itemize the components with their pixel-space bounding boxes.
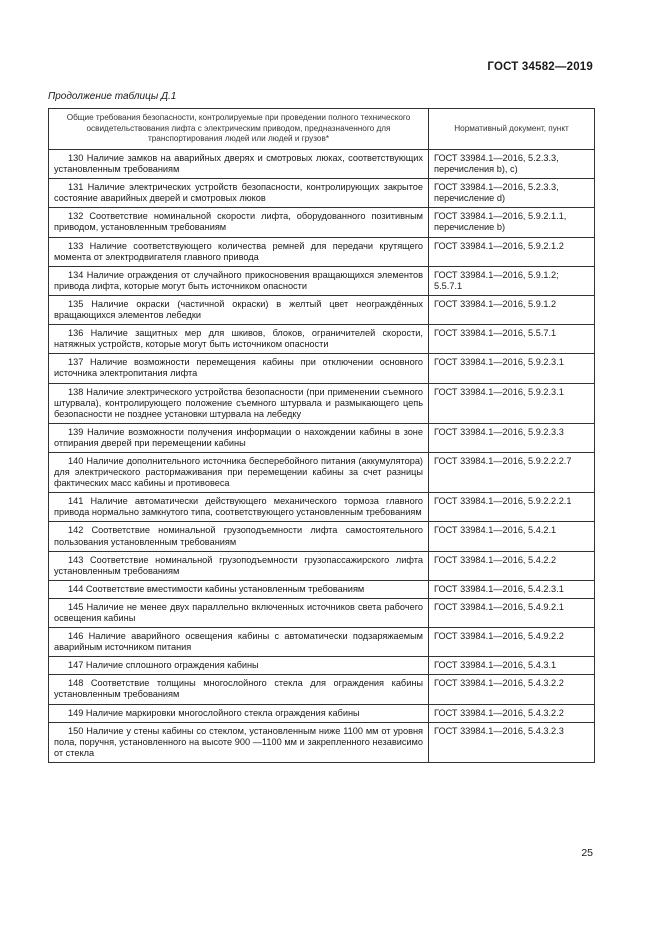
requirement-cell: 145 Наличие не менее двух параллельно включенных источников света рабочего освещения кабины [49,598,429,627]
table-row [49,237,595,266]
requirement-cell: 140 Наличие дополнительного источника бесперебойного питания (аккумулятора) для электрического растормаживания при перемещении кабины за счет разницы фактических масс кабины и противовеса [49,452,429,492]
requirement-cell: 135 Наличие окраски (частичной окраски) в желтый цвет неограждённых вращающихся элементов лебедки [49,295,429,324]
document-reference-cell: ГОСТ 33984.1—2016, 5.9.2.2.2.7 [429,452,595,492]
document-reference-cell: ГОСТ 33984.1—2016, 5.9.2.3.3 [429,423,595,452]
table-row [49,179,595,208]
document-reference-cell: ГОСТ 33984.1—2016, 5.4.2.1 [429,522,595,551]
table-row [49,675,595,704]
table-row [49,598,595,627]
table-header-row [49,109,595,150]
requirement-cell: 144 Соответствие вместимости кабины установленным требованиям [49,580,429,598]
requirement-cell: 137 Наличие возможности перемещения кабины при отключении основного источника электропитания лифта [49,354,429,383]
table-row [49,704,595,722]
document-reference-cell: ГОСТ 33984.1—2016, 5.9.2.1.2 [429,237,595,266]
table-row [49,452,595,492]
document-reference-cell: ГОСТ 33984.1—2016, 5.9.2.3.1 [429,383,595,423]
document-reference-cell: ГОСТ 33984.1—2016, 5.2.3.3, перечисление d) [429,179,595,208]
document-reference-cell: ГОСТ 33984.1—2016, 5.9.2.3.1 [429,354,595,383]
requirement-cell: 134 Наличие ограждения от случайного прикосновения вращающихся элементов привода лифта, которые могут быть источником опасности [49,266,429,295]
table-row [49,580,595,598]
requirement-cell: 130 Наличие замков на аварийных дверях и смотровых люках, соответствующих установленным требованиям [49,150,429,179]
table-row [49,354,595,383]
page-number: 25 [581,847,593,859]
table-row [49,208,595,237]
document-reference-cell: ГОСТ 33984.1—2016, 5.9.1.2 [429,295,595,324]
document-reference-cell: ГОСТ 33984.1—2016, 5.4.3.2.2 [429,675,595,704]
document-reference-cell: ГОСТ 33984.1—2016, 5.4.3.2.3 [429,722,595,762]
requirement-cell: 150 Наличие у стены кабины со стеклом, установленным ниже 1100 мм от уровня пола, поручня, установленного на высоте 900 —1100 мм и закрепленного независимо от стекла [49,722,429,762]
document-reference-cell: ГОСТ 33984.1—2016, 5.4.9.2.2 [429,628,595,657]
table-row [49,551,595,580]
requirement-cell: 139 Наличие возможности получения информации о нахождении кабины в зоне отпирания дверей при перемещении кабины [49,423,429,452]
requirements-column-header: Общие требования безопасности, контролируемые при проведении полного технического освидетельствования лифта с электрическим приводом, предназначенного для транспортирования людей или людей и грузов* [49,109,429,150]
requirement-cell: 131 Наличие электрических устройств безопасности, контролирующих закрытое состояние аварийных дверей и смотровых люков [49,179,429,208]
requirement-cell: 133 Наличие соответствующего количества ремней для передачи крутящего момента от электродвигателя главного привода [49,237,429,266]
document-reference-cell: ГОСТ 33984.1—2016, 5.4.2.2 [429,551,595,580]
table-row [49,266,595,295]
document-reference-cell: ГОСТ 33984.1—2016, 5.4.9.2.1 [429,598,595,627]
requirement-cell: 147 Наличие сплошного ограждения кабины [49,657,429,675]
requirements-table [48,108,595,763]
table-row [49,722,595,762]
table-row [49,150,595,179]
requirement-cell: 142 Соответствие номинальной грузоподъемности лифта самостоятельного пользования установленным требованиям [49,522,429,551]
table-row [49,423,595,452]
requirement-cell: 149 Наличие маркировки многослойного стекла ограждения кабины [49,704,429,722]
requirement-cell: 138 Наличие электрического устройства безопасности (при применении съемного штурвала), контролирующего положение съемного штурвала и размыкающего цепь безопасности не позднее установки штурвала на лебедку [49,383,429,423]
document-reference-cell: ГОСТ 33984.1—2016, 5.2.3.3, перечисления b), c) [429,150,595,179]
document-reference-cell: ГОСТ 33984.1—2016, 5.9.1.2; 5.5.7.1 [429,266,595,295]
table-row [49,522,595,551]
document-column-header: Нормативный документ, пункт [429,109,595,150]
table-body [49,150,595,763]
requirement-cell: 143 Соответствие номинальной грузоподъемности грузопассажирского лифта установленным требованиям [49,551,429,580]
table-row [49,383,595,423]
requirement-cell: 141 Наличие автоматически действующего механического тормоза главного привода нормально замкнутого типа, соответствующего установленным требованиям [49,493,429,522]
table-row [49,657,595,675]
document-reference-cell: ГОСТ 33984.1—2016, 5.4.3.2.2 [429,704,595,722]
table-row [49,295,595,324]
document-reference-cell: ГОСТ 33984.1—2016, 5.4.3.1 [429,657,595,675]
table-continuation-caption: Продолжение таблицы Д.1 [48,91,177,102]
requirement-cell: 148 Соответствие толщины многослойного стекла для ограждения кабины установленным требованиям [49,675,429,704]
document-reference-cell: ГОСТ 33984.1—2016, 5.9.2.1.1, перечисление b) [429,208,595,237]
requirement-cell: 146 Наличие аварийного освещения кабины с автоматически подзаряжаемым аварийным источником питания [49,628,429,657]
requirement-cell: 136 Наличие защитных мер для шкивов, блоков, ограничителей скорости, натяжных устройств, которые могут быть источником опасности [49,325,429,354]
document-reference-cell: ГОСТ 33984.1—2016, 5.5.7.1 [429,325,595,354]
requirement-cell: 132 Соответствие номинальной скорости лифта, оборудованного позитивным приводом, установленным требованиям [49,208,429,237]
document-reference-cell: ГОСТ 33984.1—2016, 5.9.2.2.2.1 [429,493,595,522]
standard-number: ГОСТ 34582—2019 [487,61,593,73]
document-reference-cell: ГОСТ 33984.1—2016, 5.4.2.3.1 [429,580,595,598]
table-row [49,628,595,657]
table-row [49,493,595,522]
table-row [49,325,595,354]
